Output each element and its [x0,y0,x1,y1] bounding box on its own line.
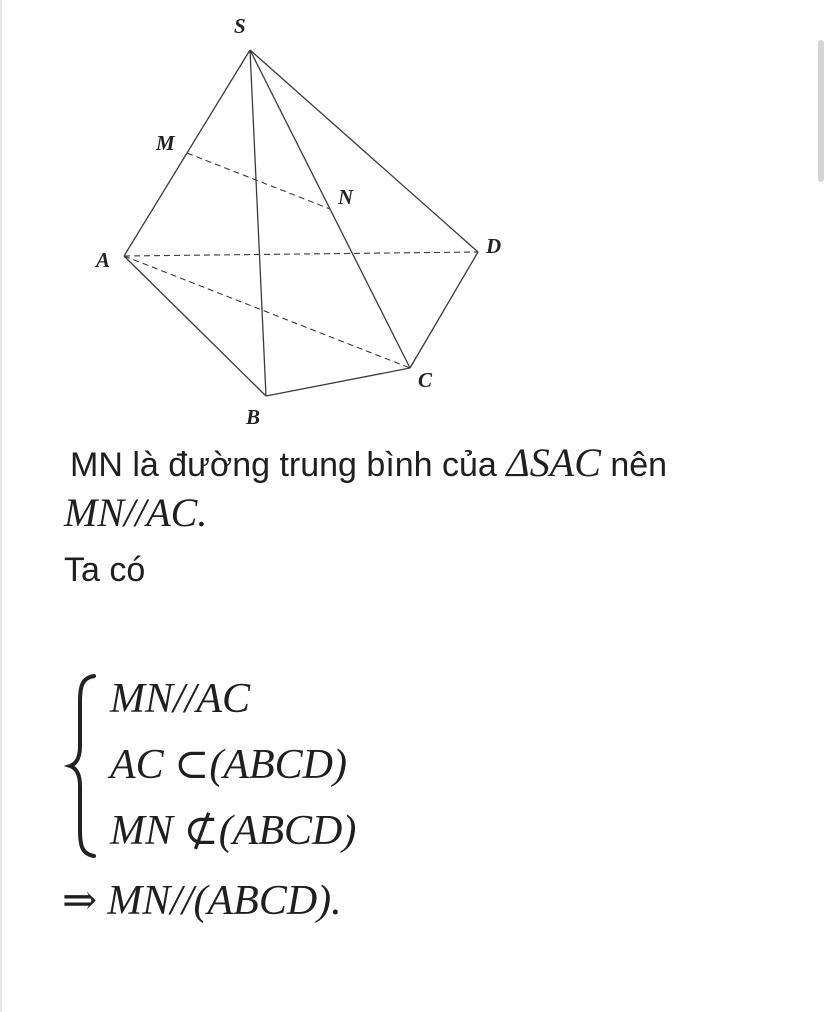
label-M: M [156,131,175,155]
edge-SB [250,50,266,396]
statement-text: MN là đường trung bình của [70,446,497,484]
scrollbar[interactable] [818,40,824,182]
equation-system [64,668,484,868]
pyramid-figure [0,0,600,440]
triangle-SAC: ΔSAC [506,440,601,485]
implies-arrow-icon: ⇒ [62,878,98,924]
conclusion-line [62,874,342,928]
edge-AD-hidden [124,252,478,256]
edge-BC [266,368,410,396]
mn-parallel-ac: MN//AC [64,490,198,535]
system-row-3: MN ⊄(ABCD) [110,808,357,854]
conclusion-math: MN//(ABCD). [107,878,342,924]
ta-co-line: Ta có [64,551,146,589]
label-C: C [418,368,433,392]
statement-period: . [197,490,208,535]
edge-SD [250,50,478,252]
label-A: A [96,248,111,272]
statement-line [70,440,667,488]
segment-MN-hidden [187,153,330,209]
label-S: S [234,14,246,38]
statement-nen: nên [610,446,668,484]
label-B: B [246,405,261,429]
system-row-2: AC ⊂(ABCD) [110,742,347,788]
parallel-statement [64,488,207,538]
label-N: N [338,185,354,209]
edge-CD [410,252,478,368]
edge-AC-hidden [124,256,410,368]
left-brace-icon [64,668,104,864]
label-D: D [486,234,502,258]
edge-AB [124,256,266,396]
system-row-1: MN//AC [110,676,251,722]
